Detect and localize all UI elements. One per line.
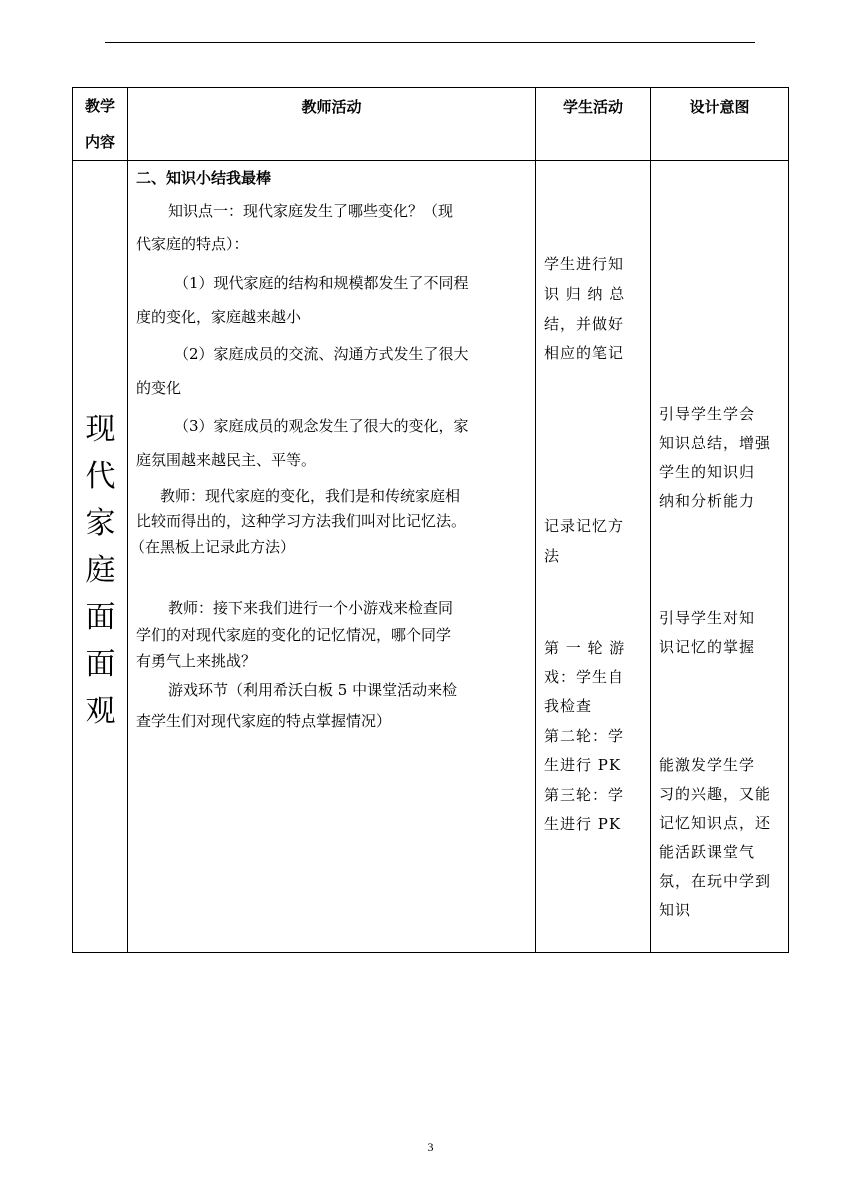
content-label-char: 庭 [85, 553, 116, 588]
design-line: 纳和分析能力 [659, 492, 756, 510]
content-label [73, 406, 128, 735]
student-line: 我检查 [544, 697, 593, 715]
student-line: 戏：学生自 [544, 668, 625, 686]
student-line: 第 一 轮 游 [544, 639, 626, 657]
teacher-line: （在黑板上记录此方法） [130, 538, 296, 556]
teacher-line: 有勇气上来挑战？ [136, 652, 257, 670]
design-line: 引导学生学会 [659, 405, 756, 423]
teacher-line: 比较而得出的，这种学习方法我们叫对比记忆法。 [136, 512, 467, 530]
content-label-char: 家 [85, 506, 116, 541]
teacher-line: 度的变化，家庭越来越小 [136, 308, 302, 326]
teacher-line: 游戏环节（利用希沃白板 5 中课堂活动来检 [168, 681, 458, 699]
header-design-intent: 设计意图 [689, 98, 750, 116]
student-line: 记录记忆方 [544, 517, 625, 535]
section-heading: 二、知识小结我最棒 [136, 169, 272, 187]
student-line: 结，并做好 [544, 315, 625, 333]
design-line: 引导学生对知 [659, 609, 756, 627]
student-activity-cell [536, 161, 651, 953]
design-line: 能活跃课堂气 [659, 843, 756, 861]
header-cell-design [651, 88, 789, 161]
content-label-char: 观 [85, 694, 116, 729]
teacher-line: （1）现代家庭的结构和规模都发生了不同程 [174, 274, 469, 292]
student-line: 第二轮：学 [544, 727, 625, 745]
teacher-line: 教师：现代家庭的变化，我们是和传统家庭相 [160, 487, 461, 505]
teacher-line: 庭氛围越来越民主、平等。 [136, 451, 317, 469]
content-label-char: 代 [85, 459, 116, 494]
header-student-activity: 学生活动 [562, 98, 623, 116]
design-line: 识记忆的掌握 [659, 638, 756, 656]
header-content-line2: 内容 [84, 133, 115, 151]
teacher-line: （3）家庭成员的观念发生了很大的变化，家 [174, 417, 469, 435]
design-line: 知识 [659, 901, 692, 919]
design-line: 习的兴趣，又能 [659, 785, 772, 803]
teacher-line: 代家庭的特点）： [136, 235, 249, 253]
teacher-activity-cell [128, 161, 536, 953]
teacher-line: 学们的对现代家庭的变化的记忆情况，哪个同学 [136, 626, 452, 644]
teacher-line: 教师：接下来我们进行一个小游戏来检查同 [168, 599, 454, 617]
design-intent-cell [651, 161, 789, 953]
student-line: 生进行 PK [544, 756, 622, 774]
teacher-line: 知识点一：现代家庭发生了哪些变化？（现 [168, 202, 454, 220]
page-number: 3 [427, 1140, 434, 1154]
design-line: 知识总结，增强 [659, 434, 772, 452]
design-line: 氛，在玩中学到 [659, 872, 772, 890]
content-row [73, 161, 789, 953]
student-line: 识 归 纳 总 [544, 285, 626, 303]
content-label-char: 面 [85, 600, 116, 635]
header-cell-content [73, 88, 128, 161]
student-line: 生进行 PK [544, 815, 622, 833]
design-line: 能激发学生学 [659, 756, 756, 774]
header-rule [105, 42, 755, 43]
teacher-line: 查学生们对现代家庭的特点掌握情况） [136, 712, 392, 730]
header-content-line1: 教学 [84, 97, 115, 115]
design-line: 记忆知识点，还 [659, 814, 772, 832]
content-label-char: 面 [85, 647, 116, 682]
header-row [73, 88, 789, 161]
header-teacher-activity: 教师活动 [301, 98, 362, 116]
lesson-plan-table [72, 87, 789, 953]
student-line: 相应的笔记 [544, 344, 625, 362]
design-line: 学生的知识归 [659, 463, 756, 481]
student-line: 第三轮：学 [544, 786, 625, 804]
teacher-line: （2）家庭成员的交流、沟通方式发生了很大 [174, 345, 469, 363]
header-cell-student [536, 88, 651, 161]
header-cell-teacher [128, 88, 536, 161]
teacher-line: 的变化 [136, 379, 182, 397]
content-label-char: 现 [85, 412, 116, 447]
content-label-cell [73, 161, 128, 953]
student-line: 法 [544, 547, 561, 565]
student-line: 学生进行知 [544, 255, 625, 273]
